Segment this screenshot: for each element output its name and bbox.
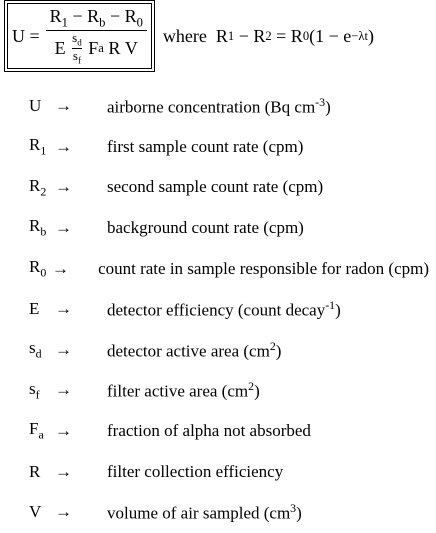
- main-fraction: [46, 6, 147, 66]
- definition-symbol: E: [29, 299, 40, 319]
- arrow-icon: →: [52, 258, 70, 278]
- definition-text: filter collection efficiency: [107, 461, 284, 481]
- definition-text: count rate in sample responsible for radon (cpm): [98, 258, 429, 278]
- arrow-icon: →: [55, 177, 72, 197]
- arrow-icon: →: [55, 299, 72, 319]
- where-clause: where R 1 − R 2 = R 0 (1 − e −λt ): [162, 25, 374, 46]
- definition-text: detector active area $(cm^2)$: [107, 338, 282, 361]
- definitions-list: [29, 86, 429, 533]
- area-ratio: $\frac{s_d}{s_f}$: [72, 29, 82, 66]
- arrow-icon: →: [55, 461, 72, 481]
- definition-text: fraction of alpha not absorbed: [107, 421, 311, 441]
- definition-symbol: $R_0$: [29, 256, 47, 280]
- definition-symbol: $R_1$: [29, 135, 47, 158]
- arrow-icon: →: [55, 502, 72, 522]
- definition-symbol: $R_b$: [29, 216, 47, 239]
- definition-text: detector efficiency (count decay$^{-1}$): [107, 297, 341, 320]
- definition-symbol: U: [29, 96, 42, 116]
- arrow-icon: →: [55, 380, 72, 400]
- equation-lhs: U =: [12, 25, 40, 46]
- definition-row: [29, 370, 429, 411]
- formula-row: [4, 4, 374, 68]
- definition-text: volume of air sampled $(cm^3)$: [107, 500, 302, 523]
- definition-symbol: $s_f$: [29, 378, 40, 402]
- arrow-icon: →: [55, 96, 72, 116]
- definition-row: [29, 167, 429, 208]
- fraction-denominator: E $\frac{s_d}{s_f}$ F a R V: [54, 29, 138, 66]
- definition-text: background count rate (cpm): [107, 218, 304, 238]
- definition-text: airborne concentration (Bq $cm^{-3}$): [107, 94, 331, 117]
- boxed-equation: [7, 3, 152, 69]
- definition-symbol: $s_d$: [29, 338, 42, 361]
- arrow-icon: →: [55, 421, 72, 441]
- definition-symbol: R: [29, 461, 41, 481]
- definition-row: [29, 208, 429, 249]
- fraction-numerator: $R_1 - R_b - R_0$: [49, 5, 143, 30]
- definition-row: [29, 127, 429, 168]
- definition-row: [29, 451, 429, 492]
- definition-row: [29, 289, 429, 330]
- arrow-icon: →: [55, 339, 72, 359]
- definition-symbol: $R_2$: [29, 175, 47, 199]
- arrow-icon: →: [55, 136, 72, 156]
- definition-row: [29, 248, 429, 289]
- definition-row: [29, 86, 429, 127]
- definition-row: [29, 411, 429, 452]
- arrow-icon: →: [55, 218, 72, 238]
- definition-row: [29, 492, 429, 533]
- definition-row: [29, 330, 429, 371]
- definition-text: second sample count rate (cpm): [107, 177, 324, 197]
- definition-text: first sample count rate (cpm): [107, 136, 304, 156]
- definition-symbol: $F_a$: [29, 419, 44, 442]
- definition-symbol: V: [29, 502, 42, 522]
- definition-text: filter active area $(cm^2)$: [107, 379, 260, 401]
